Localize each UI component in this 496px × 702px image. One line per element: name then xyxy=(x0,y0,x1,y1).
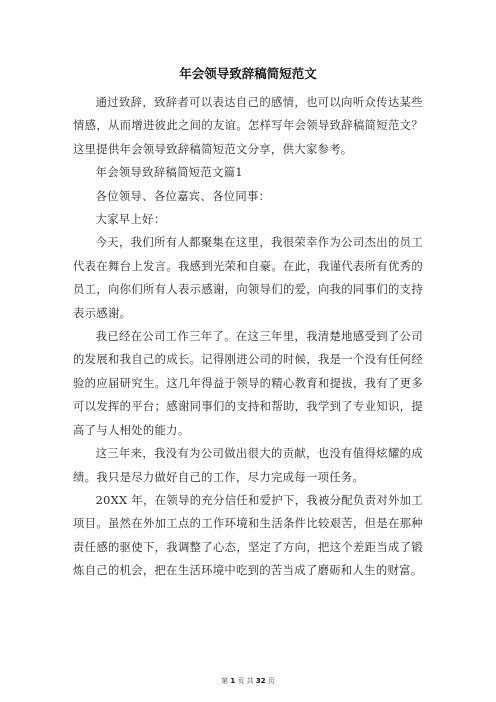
intro-paragraph: 通过致辞，致辞者可以表达自己的感情，也可以向听众传达某些情感，从而增进彼此之间的友谊。怎样写年会领导致辞稿简短范文？这里提供年会领导致辞稿简短范文分享，供大家参考。 xyxy=(73,96,423,156)
current-page-number: 1 xyxy=(230,677,236,685)
footer-middle: 页 共 xyxy=(237,677,254,685)
body-paragraph: 今天，我们所有人都聚集在这里，我很荣幸作为公司杰出的员工代表在舞台上发言。我感到光荣和自豪。在此，我谨代表所有优秀的员工，向你们所有人表示感谢，向领导们的爱，向我的同事们的支持表示感谢。 xyxy=(73,236,423,320)
footer-prefix: 第 xyxy=(221,677,229,685)
section-heading: 年会领导致辞稿简短范文篇1 xyxy=(95,166,243,180)
body-paragraph: 我已经在公司工作三年了。在这三年里，我清楚地感受到了公司的发展和我自己的成长。记得刚进公司的时候，我是一个没有任何经验的应届研究生。这几年得益于领导的精心教育和提拔，我有了更多可以发挥的平台；感谢同事们的支持和帮助，我学到了专业知识，提高了与人相处的能力。 xyxy=(73,330,423,437)
document-body xyxy=(73,91,423,583)
page-footer xyxy=(0,676,496,686)
footer-suffix: 页 xyxy=(267,677,275,685)
document-title: 年会领导致辞稿简短范文 xyxy=(179,66,317,81)
total-page-count: 32 xyxy=(255,677,266,685)
body-paragraph: 这三年来，我没有为公司做出很大的贡献，也没有值得炫耀的成绩。我只是尽力做好自己的工作，尽力完成每一项任务。 xyxy=(73,447,423,484)
greeting: 大家早上好： xyxy=(95,213,166,227)
body-paragraph: 20XX 年，在领导的充分信任和爱护下，我被分配负责对外加工项目。虽然在外加工点的工作环境和生活条件比较艰苦，但是在那种责任感的驱使下，我调整了心态，坚定了方向，把这个差距当成了锻炼自己的机会，把在生活环境中吃到的苦当成了磨砺和人生的财富。 xyxy=(73,493,423,578)
salutation: 各位领导、各位嘉宾、各位同事： xyxy=(95,189,271,203)
